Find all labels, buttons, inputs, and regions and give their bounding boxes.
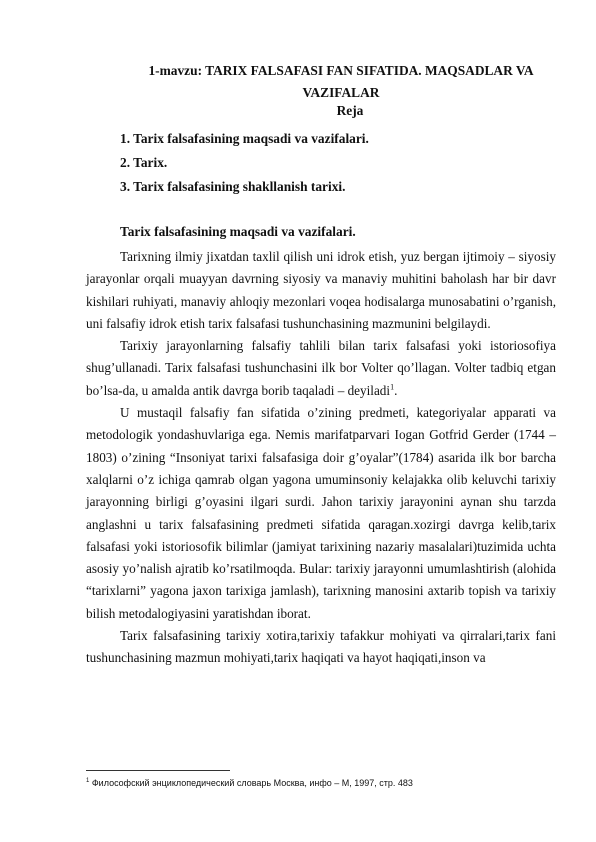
plan-item: 1. Tarix falsafasining maqsadi va vazifalari. (120, 131, 369, 146)
footnote (86, 776, 566, 789)
section-body (86, 246, 556, 670)
paragraph: Tarixning ilmiy jixatdan taxlil qilish uni idrok etish, yuz bergan ijtimoiy – siyosiy jarayonlar orqali muayyan davrning siyosiy va manaviy muhitini baholash har bir davr kishilari ruhiyati, manaviy ahloqiy mezonlari voqea hodisalarga munosabatini o’rganish, uni falsafiy idrok etish tarix falsafasi tushunchasining mazmunini belgilaydi. (86, 249, 556, 331)
footnote-reference[interactable]: 1 (390, 382, 395, 392)
footnote-text: Философский энциклопедический словарь Москва, инфо – М, 1997, стр. 483 (89, 778, 413, 788)
plan-item: 2. Tarix. (120, 155, 168, 170)
footnote-marker: 1 (86, 778, 90, 784)
page-title (86, 60, 596, 104)
paragraph (86, 335, 556, 402)
section-heading: Tarix falsafasining maqsadi va vazifalari. (120, 224, 356, 239)
footnote-divider (86, 770, 230, 771)
plan-list (120, 127, 369, 199)
paragraph: Tarix falsafasining tarixiy xotira,tarixiy tafakkur mohiyati va qirralari,tarix fani tushunchasining mazmun mohiyati,tarix haqiqati va hayot haqiqati,inson va (86, 628, 556, 666)
title-line-1: 1-mavzu: TARIX FALSAFASI FAN SIFATIDA. MAQSADLAR VA (148, 63, 534, 78)
paragraph: U mustaqil falsafiy fan sifatida o’zining predmeti, kategoriyalar apparati va metodologik yondashuvlariga ega. Nemis marifatparvari Iogan Gotfrid Gerder (1744 – 1803) o’zining “Insoniyat tarixi falsafasiga doir g’oyalar”(1784) asarida ilk bor barcha xalqlarni o’z ichiga qamrab olgan yagona umuminsoniy kelajakka olib keluvchi tarixiy jarayonning birligi g’oyasini ilgari surdi. Jahon tarixiy jarayonini aynan shu tarzda anglashni u tarix falsafasining predmeti sifatida qaragan.xozirgi davrga kelib,tarix falsafasi yoki istoriosofik bilimlar (jamiyat tarixining nazariy masalalari)tuzimida uchta asosiy yo’nalish ajratib ko’rsatilmoqda. Bular: tarixiy jarayonni umumlashtirish (alohida “tarixlarni” yagona jaxon tarixiga jamlash), tarixning manosini axtarib topish va tarixiy bilish metodalogiyasini yaratishdan iborat. (86, 405, 556, 621)
paragraph-text: Tarixiy jarayonlarning falsafiy tahlili bilan tarix falsafasi yoki istoriosofiya shug’ullanadi. Tarix falsafasi tushunchasini ilk bor Volter qo’llagan. Volter tadbiq etgan bo’lsa-da, u amalda antik davrga borib taqaladi – deyiladi (86, 338, 556, 398)
plan-item: 3. Tarix falsafasining shakllanish tarixi. (120, 179, 346, 194)
title-line-2: VAZIFALAR (302, 85, 380, 100)
paragraph-end: . (394, 382, 398, 398)
plan-heading: Reja (336, 103, 364, 118)
